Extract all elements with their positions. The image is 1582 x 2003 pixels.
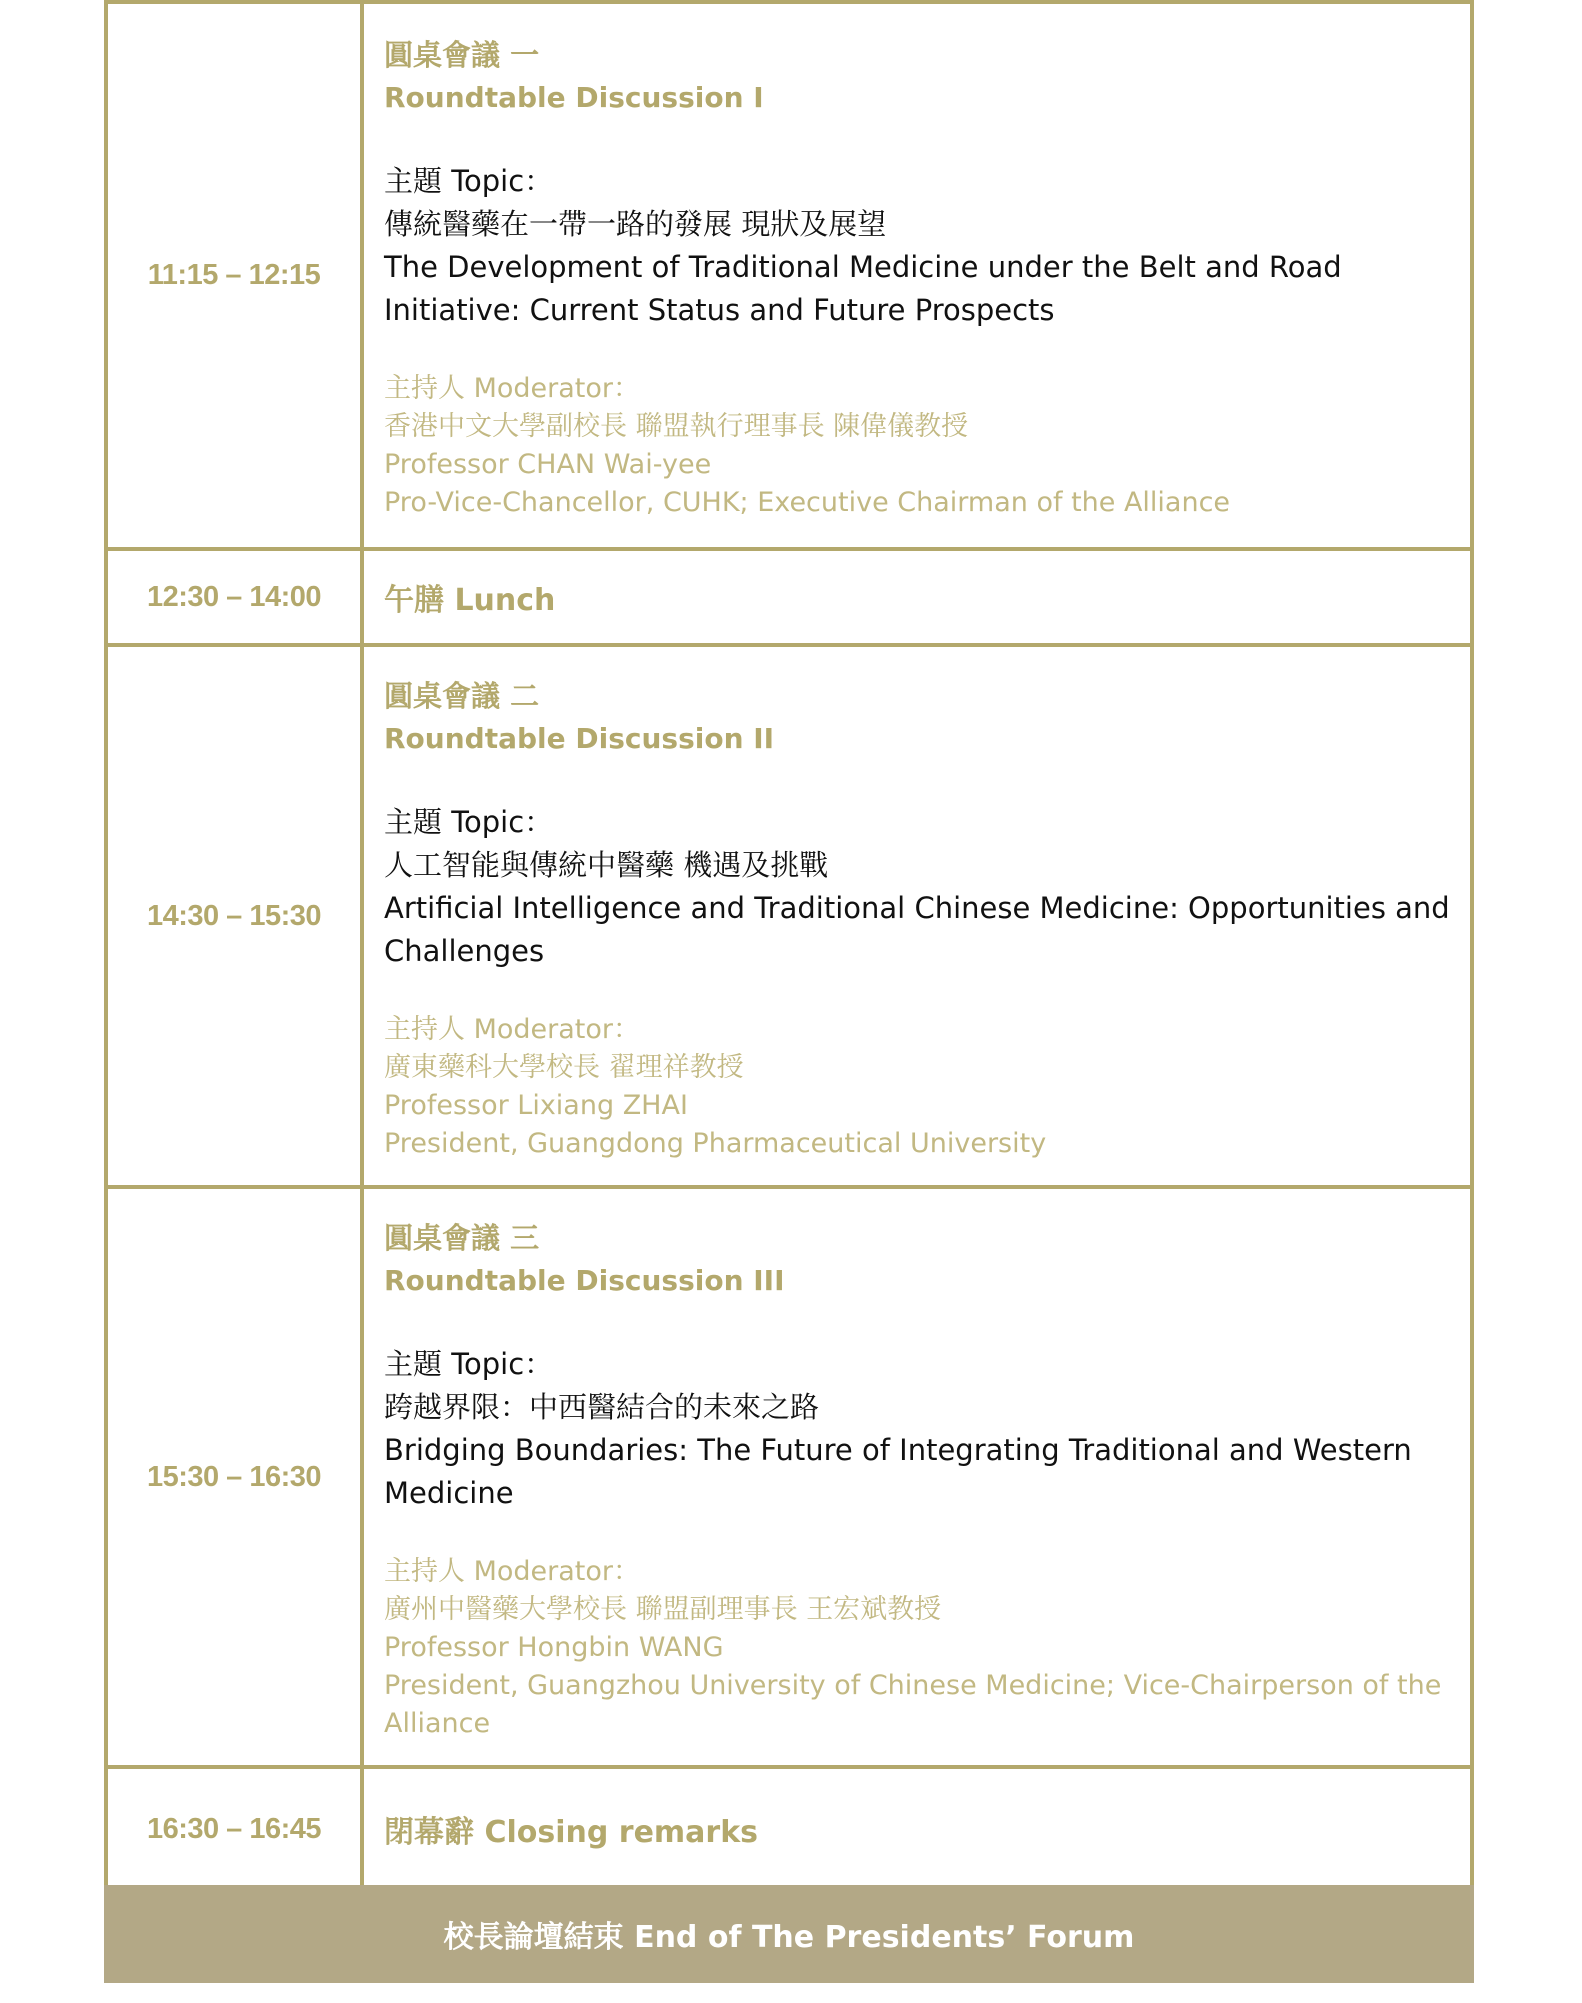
topic-zh: 傳統醫藥在一帶一路的發展 現狀及展望 bbox=[384, 207, 887, 241]
moderator-label: 主持人 Moderator： bbox=[384, 1014, 640, 1045]
topic-en-line: Artificial Intelligence and Traditional Chinese Medicine: Opportunities and bbox=[384, 891, 1450, 925]
agenda-row bbox=[108, 551, 1470, 647]
moderator-title: President, Guangdong Pharmaceutical University bbox=[384, 1128, 1047, 1159]
moderator-title: Pro-Vice-Chancellor, CUHK; Executive Chairman of the Alliance bbox=[384, 487, 1231, 518]
moderator-label: 主持人 Moderator： bbox=[384, 1556, 640, 1587]
time-slot: 14:30 – 15:30 bbox=[108, 647, 364, 1185]
session-label: 閉幕辭 Closing remarks bbox=[384, 1815, 759, 1850]
moderator-title: Alliance bbox=[384, 1708, 491, 1739]
topic-zh: 跨越界限：中西醫結合的未來之路 bbox=[384, 1390, 820, 1424]
topic-label: 主題 Topic： bbox=[384, 164, 554, 198]
topic-en-line: Bridging Boundaries: The Future of Integrating Traditional and Western bbox=[384, 1433, 1412, 1467]
agenda-row bbox=[108, 1189, 1470, 1769]
session-label: 午膳 Lunch bbox=[384, 583, 556, 618]
agenda-row bbox=[108, 647, 1470, 1189]
agenda-row bbox=[108, 4, 1470, 551]
session-title-en: Roundtable Discussion III bbox=[384, 1264, 785, 1297]
session-title-zh: 圓桌會議 三 bbox=[384, 1221, 540, 1255]
moderator-title: President, Guangzhou University of Chinese Medicine; Vice-Chairperson of the bbox=[384, 1670, 1442, 1701]
topic-en-line: Challenges bbox=[384, 934, 545, 968]
moderator-en: Professor Lixiang ZHAI bbox=[384, 1090, 688, 1121]
session-title-en: Roundtable Discussion II bbox=[384, 722, 775, 755]
topic-zh: 人工智能與傳統中醫藥 機遇及挑戰 bbox=[384, 848, 829, 882]
topic-en-line: Initiative: Current Status and Future Prospects bbox=[384, 293, 1055, 327]
time-slot: 11:15 – 12:15 bbox=[108, 4, 364, 547]
time-slot: 16:30 – 16:45 bbox=[108, 1769, 364, 1889]
forum-end-banner: 校長論壇結束 End of The Presidents’ Forum bbox=[104, 1885, 1474, 1983]
topic-en-line: Medicine bbox=[384, 1476, 514, 1510]
session-content bbox=[364, 1189, 1470, 1765]
session-title-en: Roundtable Discussion I bbox=[384, 81, 764, 114]
moderator-zh: 廣州中醫藥大學校長 聯盟副理事長 王宏斌教授 bbox=[384, 1594, 942, 1625]
time-slot: 15:30 – 16:30 bbox=[108, 1189, 364, 1765]
moderator-label: 主持人 Moderator： bbox=[384, 373, 640, 404]
moderator-zh: 香港中文大學副校長 聯盟執行理事長 陳偉儀教授 bbox=[384, 411, 969, 442]
session-content bbox=[364, 647, 1470, 1185]
session-content bbox=[364, 4, 1470, 547]
topic-label: 主題 Topic： bbox=[384, 805, 554, 839]
session-title-zh: 圓桌會議 二 bbox=[384, 679, 540, 713]
agenda-row bbox=[108, 1769, 1470, 1889]
moderator-zh: 廣東藥科大學校長 翟理祥教授 bbox=[384, 1052, 744, 1083]
agenda-table bbox=[104, 0, 1474, 1889]
moderator-en: Professor Hongbin WANG bbox=[384, 1632, 724, 1663]
time-slot: 12:30 – 14:00 bbox=[108, 551, 364, 643]
topic-en-line: The Development of Traditional Medicine under the Belt and Road bbox=[384, 250, 1342, 284]
topic-label: 主題 Topic： bbox=[384, 1347, 554, 1381]
session-title-zh: 圓桌會議 一 bbox=[384, 38, 540, 72]
moderator-en: Professor CHAN Wai-yee bbox=[384, 449, 712, 480]
